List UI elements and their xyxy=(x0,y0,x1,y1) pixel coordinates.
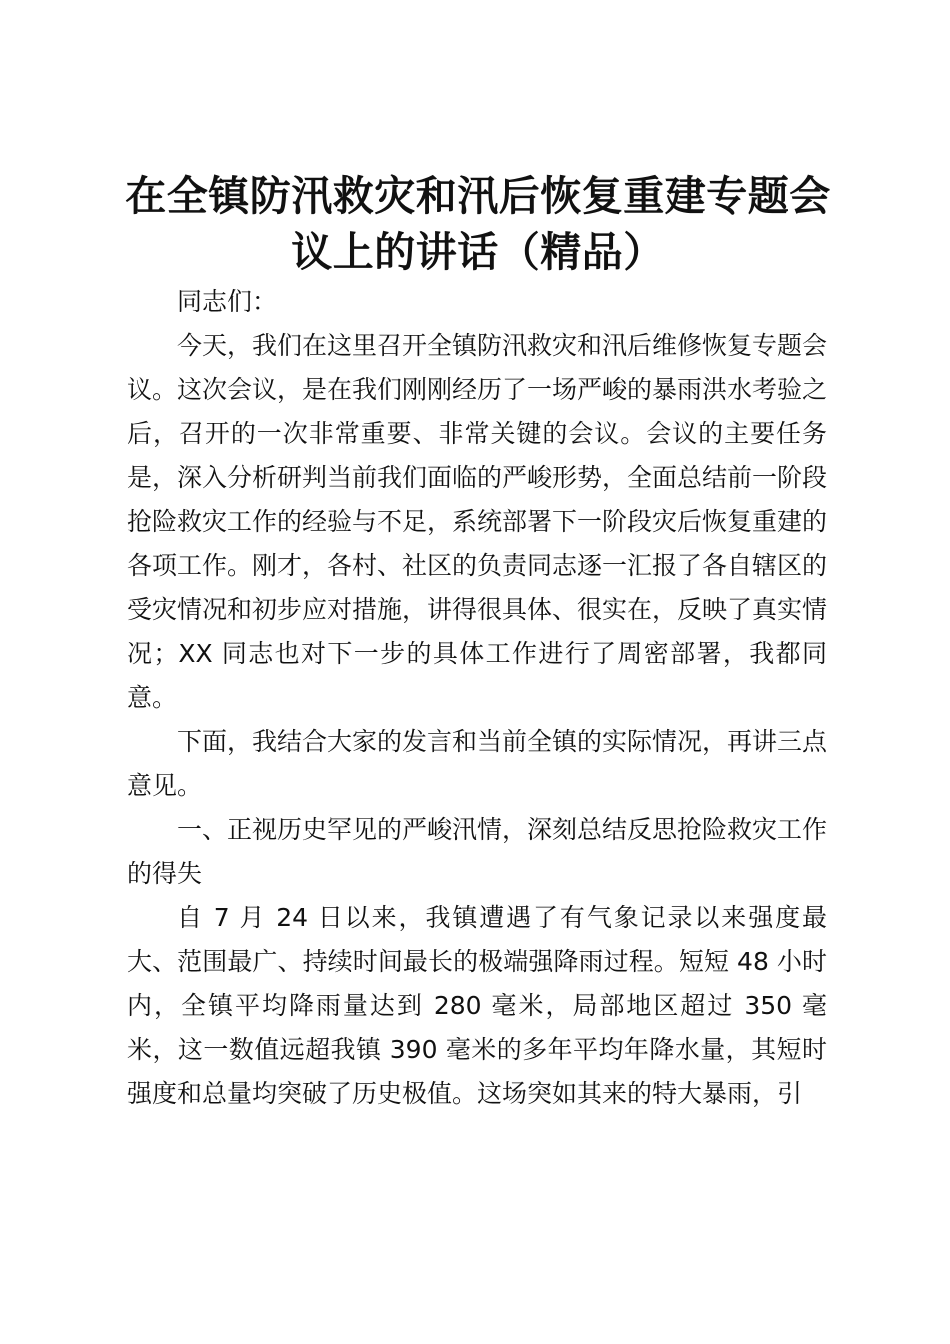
document-title: 在全镇防汛救灾和汛后恢复重建专题会议上的讲话（精品） xyxy=(125,172,831,276)
paragraph-opening: 今天，我们在这里召开全镇防汛救灾和汛后维修恢复专题会议。这次会议，是在我们刚刚经历了一场严峻的暴雨洪水考验之后，召开的一次非常重要、非常关键的会议。会议的主要任务是，深入分析研判当前我们面临的严峻形势，全面总结前一阶段抢险救灾工作的经验与不足，系统部署下一阶段灾后恢复重建的各项工作。刚才，各村、社区的负责同志逐一汇报了各自辖区的受灾情况和初步应对措施，讲得很具体、很实在，反映了真实情况；XX 同志也对下一步的具体工作进行了周密部署，我都同意。 xyxy=(127,331,828,712)
paragraph-flood-situation: 自 7 月 24 日以来，我镇遭遇了有气象记录以来强度最大、范围最广、持续时间最长的极端强降雨过程。短短 48 小时内，全镇平均降雨量达到 280 毫米，局部地区超过 350 毫米，这一数值远超我镇 390 毫米的多年平均年降水量，其短时强度和总量均突破了历史极值。这场突如其来的特大暴雨，引 xyxy=(127,903,827,1108)
paragraph-transition: 下面，我结合大家的发言和当前全镇的实际情况，再讲三点意见。 xyxy=(127,727,828,800)
section-heading-1: 一、正视历史罕见的严峻汛情，深刻总结反思抢险救灾工作的得失 xyxy=(127,815,828,888)
document-body xyxy=(127,280,827,1116)
salutation: 同志们： xyxy=(177,287,278,316)
